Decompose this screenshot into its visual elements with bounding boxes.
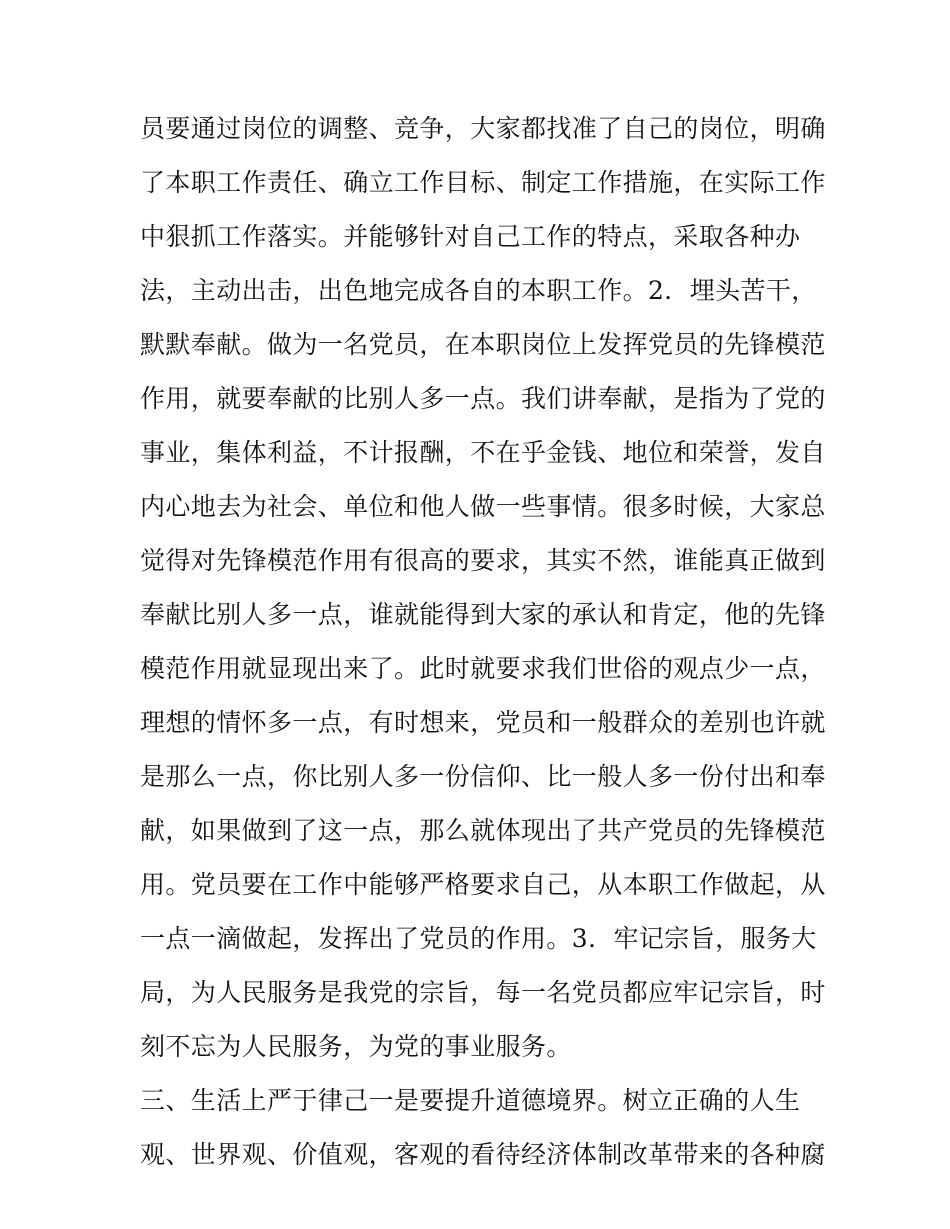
- text-line: 事业，集体利益，不计报酬，不在乎金钱、地位和荣誉，发自: [140, 438, 826, 467]
- text-line: 观、世界观、价值观，客观的看待经济体制改革带来的各种腐: [140, 1140, 826, 1169]
- text-line: 内心地去为社会、单位和他人做一些事情。很多时候，大家总: [140, 492, 826, 521]
- text-line: 是那么一点，你比别人多一份信仰、比一般人多一份付出和奉: [140, 762, 826, 791]
- text-line: 用。党员要在工作中能够严格要求自己，从本职工作做起，从: [140, 870, 826, 899]
- text-line: 默默奉献。做为一名党员，在本职岗位上发挥党员的先锋模范: [140, 330, 826, 359]
- text-line: 局，为人民服务是我党的宗旨，每一名党员都应牢记宗旨，时: [140, 978, 826, 1007]
- text-line: 刻不忘为人民服务，为党的事业服务。: [140, 1032, 572, 1061]
- text-line: 模范作用就显现出来了。此时就要求我们世俗的观点少一点，: [140, 654, 826, 683]
- text-line: 中狠抓工作落实。并能够针对自己工作的特点，采取各种办: [140, 222, 801, 251]
- text-line: 作用，就要奉献的比别人多一点。我们讲奉献，是指为了党的: [140, 384, 826, 413]
- body-text: [140, 102, 826, 1182]
- text-line: 觉得对先锋模范作用有很高的要求，其实不然，谁能真正做到: [140, 546, 826, 575]
- text-line: 理想的情怀多一点，有时想来，党员和一般群众的差别也许就: [140, 708, 826, 737]
- text-line: 献，如果做到了这一点，那么就体现出了共产党员的先锋模范: [140, 816, 826, 845]
- text-line: 了本职工作责任、确立工作目标、制定工作措施，在实际工作: [140, 168, 826, 197]
- text-line: 一点一滴做起，发挥出了党员的作用。3．牢记宗旨，服务大: [140, 924, 817, 953]
- text-line: 员要通过岗位的调整、竞争，大家都找准了自己的岗位，明确: [140, 114, 826, 143]
- text-line: 奉献比别人多一点，谁就能得到大家的承认和肯定，他的先锋: [140, 600, 826, 629]
- text-line: 法，主动出击，出色地完成各自的本职工作。2．埋头苦干，: [140, 276, 817, 305]
- section-heading-line: 三、生活上严于律己一是要提升道德境界。树立正确的人生: [140, 1086, 801, 1115]
